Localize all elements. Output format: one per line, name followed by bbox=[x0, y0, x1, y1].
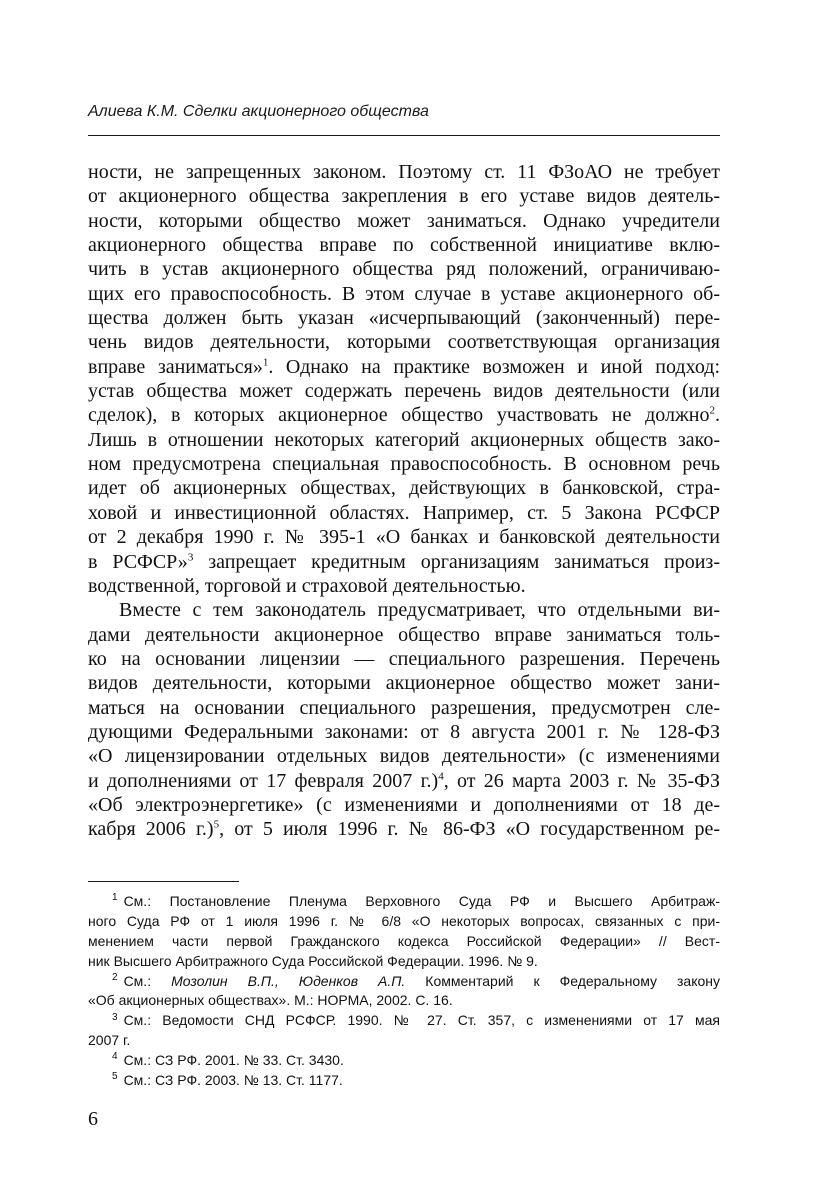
footnote-1 bbox=[88, 892, 720, 972]
footnotes bbox=[88, 892, 720, 1091]
footnote-text: См.: bbox=[123, 972, 172, 989]
text-line: от акционерного общества закрепления в его уставе видов деятель- bbox=[88, 185, 720, 208]
footnote-5 bbox=[88, 1071, 720, 1091]
text-fragment: и дополнениями от 17 февраля 2007 г.) bbox=[88, 769, 439, 792]
footnote-number: 5 bbox=[112, 1071, 118, 1083]
text-fragment: сделок), в которых акционерное общество участвовать не должно bbox=[88, 404, 710, 427]
footnote-authors: Мозолин В.П., Юденков А.П. bbox=[171, 972, 406, 989]
footnote-line: ник Высшего Арбитражного Суда Российской Федерации. 1996. № 9. bbox=[88, 952, 538, 969]
text-fragment: , от 5 июля 1996 г. № 86-ФЗ «О государственном ре- bbox=[219, 818, 721, 841]
text-fragment: кабря 2006 г.) bbox=[88, 818, 214, 841]
footnote-number: 4 bbox=[112, 1051, 118, 1063]
text-line: ном предусмотрена специальная правоспособность. В основном речь bbox=[88, 453, 720, 476]
text-line bbox=[88, 550, 720, 574]
footnote-line bbox=[88, 1071, 720, 1091]
text-line: водственной, торговой и страховой деятельностью. bbox=[88, 574, 526, 597]
text-line: видов деятельности, которыми акционерное общество может зани- bbox=[88, 672, 720, 695]
header-divider bbox=[88, 135, 720, 136]
text-fragment: в РСФСР» bbox=[88, 550, 188, 573]
footnote-text: См.: СЗ РФ. 2001. № 33. Ст. 3430. bbox=[123, 1052, 344, 1069]
text-line: идет об акционерных обществах, действующих в банковской, стра- bbox=[88, 477, 720, 500]
running-header: Алиева К.М. Сделки акционерного общества bbox=[88, 103, 429, 120]
footnote-text: Комментарий к Федеральному закону bbox=[405, 972, 721, 989]
text-line: «Об электроэнергетике» (с изменениями и дополнениями от 18 де- bbox=[88, 793, 720, 816]
text-fragment: вправе заниматься» bbox=[88, 355, 263, 378]
footnote-ref-2[interactable]: 2 bbox=[709, 404, 715, 417]
footnote-number: 1 bbox=[112, 892, 118, 904]
text-line: дами деятельности акционерное общество вправе заниматься толь- bbox=[88, 623, 720, 646]
footnote-number: 2 bbox=[112, 971, 118, 983]
footnote-ref-5[interactable]: 5 bbox=[213, 818, 220, 831]
paragraph-2 bbox=[88, 598, 720, 841]
text-line bbox=[88, 355, 720, 379]
text-fragment: . Однако на практике возможен и иной подход: bbox=[268, 355, 720, 378]
text-line: от 2 декабря 1990 г. № 395-1 «О банках и банковской деятельности bbox=[88, 526, 720, 549]
footnote-text: См.: Ведомости СНД РСФСР. 1990. № 27. Ст. 357, с изменениями от 17 мая bbox=[123, 1012, 720, 1029]
footnote-2 bbox=[88, 972, 720, 1012]
text-line bbox=[88, 817, 720, 841]
page-number: 6 bbox=[88, 1108, 98, 1130]
main-text bbox=[88, 160, 720, 842]
text-line: чить в устав акционерного общества ряд положений, ограничиваю- bbox=[88, 258, 720, 281]
text-line: дующими Федеральными законами: от 8 августа 2001 г. № 128-ФЗ bbox=[88, 720, 720, 743]
footnote-line: менением части первой Гражданского кодекса Российской Федерации» // Вест- bbox=[88, 932, 720, 949]
text-fragment: , от 26 марта 2003 г. № 35-ФЗ bbox=[443, 769, 720, 792]
text-line: Вместе с тем законодатель предусматривает, что отдельными ви- bbox=[119, 599, 720, 622]
footnote-text: См.: Постановление Пленума Верховного Суда РФ и Высшего Арбитраж- bbox=[123, 893, 720, 909]
text-line: «О лицензировании отдельных видов деятельности» (с изменениями bbox=[88, 745, 720, 768]
text-line: щества должен быть указан «исчерпывающий (законченный) пере- bbox=[88, 307, 720, 330]
text-line: чень видов деятельности, которыми соответствующая организация bbox=[88, 331, 720, 354]
paragraph-1 bbox=[88, 160, 720, 598]
text-line: ко на основании лицензии — специального разрешения. Перечень bbox=[88, 647, 720, 670]
text-line: маться на основании специального разрешения, предусмотрен сле- bbox=[88, 696, 720, 719]
text-line: щих его правоспособность. В этом случае в уставе акционерного об- bbox=[88, 282, 720, 305]
text-line: ности, которыми общество может заниматься. Однако учредители bbox=[88, 209, 720, 232]
footnote-ref-4[interactable]: 4 bbox=[438, 769, 444, 782]
text-line: Лишь в отношении некоторых категорий акционерных обществ зако- bbox=[88, 428, 720, 451]
text-line bbox=[88, 403, 720, 427]
text-fragment: . bbox=[715, 404, 720, 427]
text-line: ности, не запрещенных законом. Поэтому ст. 11 ФЗоАО не требует bbox=[88, 161, 720, 183]
footnote-line bbox=[88, 972, 720, 992]
footnote-divider bbox=[88, 881, 239, 882]
footnote-line: 2007 г. bbox=[88, 1032, 131, 1049]
text-line bbox=[88, 769, 720, 793]
footnote-line bbox=[88, 1011, 720, 1031]
footnote-3 bbox=[88, 1011, 720, 1051]
footnote-line: «Об акционерных обществах». М.: НОРМА, 2002. С. 16. bbox=[88, 992, 453, 1009]
footnote-line bbox=[88, 892, 720, 912]
footnote-line bbox=[88, 1051, 720, 1071]
footnote-ref-3[interactable]: 3 bbox=[187, 550, 194, 563]
footnote-ref-1[interactable]: 1 bbox=[262, 356, 269, 369]
text-line: ховой и инвестиционной областях. Например, ст. 5 Закона РСФСР bbox=[88, 501, 720, 524]
text-fragment: запрещает кредитным организациям заниматься произ- bbox=[193, 550, 720, 573]
footnote-4 bbox=[88, 1051, 720, 1071]
text-line: устав общества может содержать перечень видов деятельности (или bbox=[88, 380, 720, 403]
footnote-number: 3 bbox=[112, 1011, 118, 1023]
footnote-text: См.: СЗ РФ. 2003. № 13. Ст. 1177. bbox=[123, 1072, 343, 1089]
footnote-line: ного Суда РФ от 1 июля 1996 г. № 6/8 «О некоторых вопросах, связанных с при- bbox=[88, 912, 720, 929]
text-line: акционерного общества вправе по собственной инициативе вклю- bbox=[88, 234, 720, 257]
